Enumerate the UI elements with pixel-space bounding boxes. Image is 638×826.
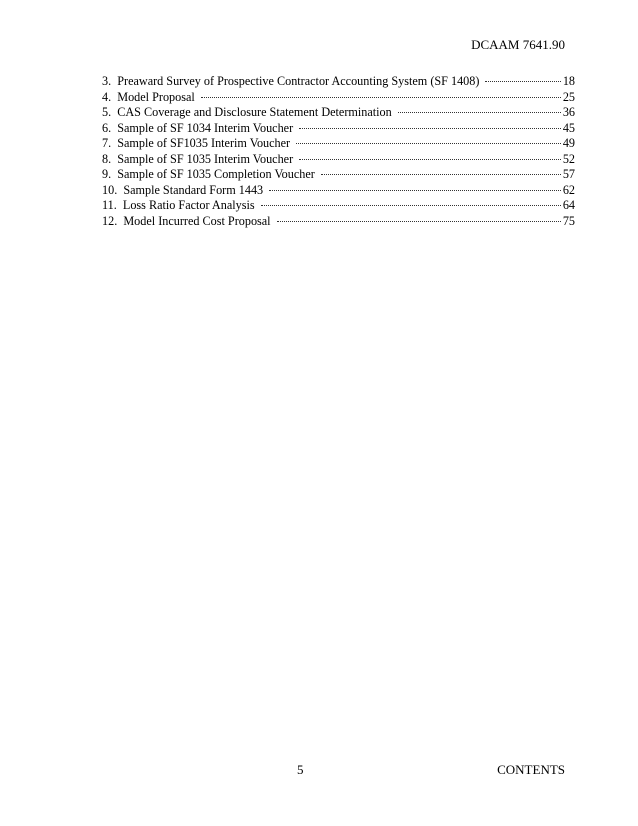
- toc-entry-label: [102, 136, 290, 152]
- toc-entry: [102, 121, 575, 137]
- toc-dot-leader: [398, 112, 561, 113]
- toc-entry-number: 6.: [102, 120, 112, 135]
- toc-entry-page: 25: [562, 89, 575, 104]
- toc-entry-page: 45: [562, 120, 575, 135]
- toc-entry-number: 3.: [102, 74, 112, 88]
- toc-entry-title: Sample of SF1035 Interim Voucher: [117, 136, 291, 150]
- toc-entry-title: Sample Standard Form 1443: [123, 182, 264, 197]
- toc-entry-page: 52: [562, 151, 575, 166]
- toc-entry-label: [102, 90, 195, 106]
- toc-dot-leader: [296, 143, 561, 144]
- toc-entry: [102, 105, 575, 121]
- toc-dot-leader: [201, 97, 561, 98]
- toc-entry-title: CAS Coverage and Disclosure Statement Determination: [117, 105, 392, 119]
- toc-entry-number: 4.: [102, 89, 112, 104]
- toc-entry-label: [102, 183, 263, 199]
- toc-entry: [102, 214, 575, 230]
- toc-entry-page: 36: [562, 105, 575, 119]
- toc-entry-number: 5.: [102, 105, 112, 119]
- toc-entry-number: 10.: [102, 182, 118, 197]
- toc-entry: [102, 183, 575, 199]
- toc-entry-page: 64: [562, 198, 575, 212]
- toc-entry-label: [102, 74, 479, 90]
- toc-entry-title: Sample of SF 1035 Interim Voucher: [117, 151, 294, 166]
- toc-entry-label: [102, 214, 271, 230]
- page-number: 5: [297, 762, 304, 777]
- toc-entry-title: Preaward Survey of Prospective Contractor Accounting System (SF 1408): [117, 74, 480, 88]
- toc-dot-leader: [269, 190, 561, 191]
- toc-entry-page: 75: [562, 213, 575, 228]
- toc-entry: [102, 152, 575, 168]
- toc-entry: [102, 90, 575, 106]
- toc-entry-title: Loss Ratio Factor Analysis: [122, 198, 255, 212]
- toc-dot-leader: [261, 205, 561, 206]
- toc-dot-leader: [299, 128, 561, 129]
- toc-entry-number: 8.: [102, 151, 112, 166]
- toc-dot-leader: [277, 221, 561, 222]
- toc-entry-title: Sample of SF 1034 Interim Voucher: [117, 120, 294, 135]
- toc-entry: [102, 198, 575, 214]
- section-label: CONTENTS: [497, 762, 565, 777]
- toc-entry-page: 57: [562, 167, 575, 181]
- toc-dot-leader: [299, 159, 561, 160]
- toc-entry-label: [102, 152, 293, 168]
- toc-entry-label: [102, 121, 293, 137]
- toc-entry: [102, 167, 575, 183]
- toc-entry-number: 7.: [102, 136, 112, 150]
- toc-entry-page: 62: [562, 182, 575, 197]
- document-id: DCAAM 7641.90: [471, 37, 565, 52]
- toc-entry-title: Model Incurred Cost Proposal: [123, 213, 271, 228]
- toc-entry-title: Model Proposal: [117, 89, 195, 104]
- toc-entry: [102, 74, 575, 90]
- toc-entry-page: 18: [562, 74, 575, 88]
- toc-entry-label: [102, 198, 255, 214]
- toc-entry-number: 11.: [102, 198, 117, 212]
- toc-entry-number: 12.: [102, 213, 118, 228]
- toc-dot-leader: [321, 174, 561, 175]
- table-of-contents: [102, 74, 575, 229]
- toc-entry-label: [102, 167, 315, 183]
- toc-entry: [102, 136, 575, 152]
- toc-dot-leader: [485, 81, 560, 82]
- toc-entry-title: Sample of SF 1035 Completion Voucher: [117, 167, 315, 181]
- toc-entry-page: 49: [562, 136, 575, 150]
- toc-entry-number: 9.: [102, 167, 112, 181]
- toc-entry-label: [102, 105, 392, 121]
